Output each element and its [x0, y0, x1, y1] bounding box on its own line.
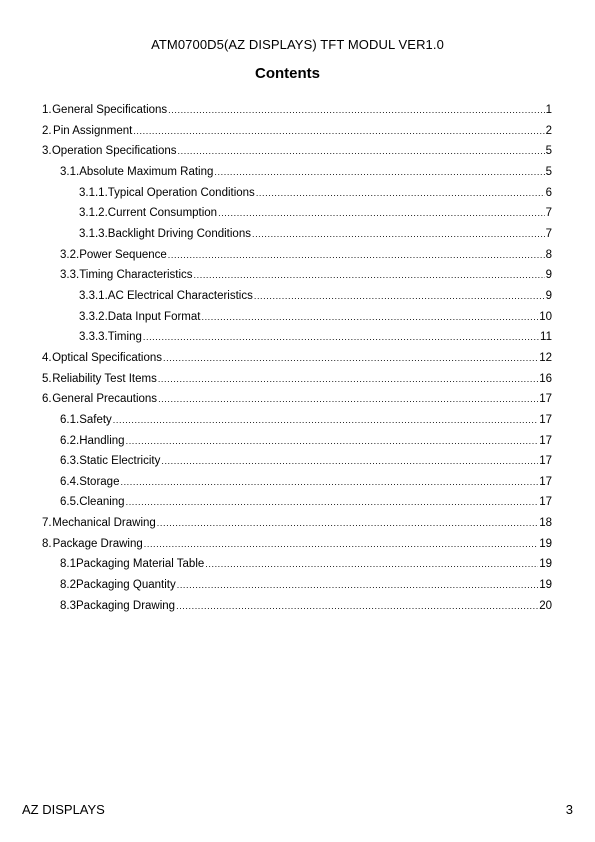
toc-entry[interactable]: [42, 224, 552, 245]
toc-entry-number: 3.3.2.: [79, 310, 108, 323]
toc-entry-number: 1.: [42, 104, 52, 116]
toc-entry-page: 5: [545, 165, 552, 178]
toc-entry-page: 18: [539, 517, 552, 530]
toc-entry-label: Handling: [79, 434, 125, 447]
toc-entry-page: 10: [539, 310, 552, 323]
toc-entry-label: Mechanical Drawing: [52, 517, 156, 530]
toc-entry-label: General Precautions: [52, 393, 158, 406]
toc-entry-number: 8.2: [60, 579, 76, 592]
toc-entry[interactable]: [42, 596, 552, 617]
toc-dot-leader: [168, 100, 544, 121]
contents-title: Contents: [255, 65, 320, 82]
toc-entry[interactable]: [42, 203, 552, 224]
toc-entry-number: 3.1.: [60, 165, 80, 178]
toc-entry[interactable]: [42, 410, 552, 431]
toc-entry[interactable]: [42, 265, 552, 286]
toc-dot-leader: [126, 492, 539, 513]
toc-dot-leader: [158, 389, 538, 410]
toc-entry[interactable]: [42, 451, 552, 472]
toc-dot-leader: [144, 534, 538, 555]
toc-entry-number: 6.1.: [60, 413, 80, 426]
toc-entry-number: 2.: [42, 124, 52, 137]
toc-entry-label: Data Input Format: [107, 310, 201, 323]
toc-entry-number: 4.: [42, 351, 52, 364]
toc-entry-page: 9: [545, 289, 552, 302]
toc-entry-label: Static Electricity: [79, 455, 161, 468]
footer-page-number: 3: [565, 802, 573, 817]
toc-entry-label: Package Drawing: [52, 537, 143, 550]
toc-entry-label: AC Electrical Characteristics: [107, 289, 253, 302]
toc-entry-page: 7: [545, 207, 552, 220]
toc-entry-label: Timing Characteristics: [79, 269, 193, 282]
toc-entry-number: 3.1.1.: [79, 186, 108, 199]
toc-entry-number: 8.: [42, 537, 52, 550]
toc-entry-page: 8: [545, 248, 552, 261]
toc-entry-label: Storage: [79, 475, 120, 488]
toc-entry[interactable]: [42, 348, 552, 369]
toc-dot-leader: [254, 286, 545, 307]
toc-entry-label: Operation Specifications: [51, 145, 177, 158]
toc-entry-page: 17: [539, 475, 552, 488]
toc-entry-number: 3.1.3.: [79, 227, 108, 240]
toc-entry-label: Cleaning: [79, 496, 125, 509]
toc-entry-number: 7.: [42, 517, 52, 530]
toc-dot-leader: [133, 121, 544, 142]
toc-entry[interactable]: [42, 472, 552, 493]
toc-entry-number: 3.3.: [60, 269, 80, 282]
toc-entry-page: 1: [545, 104, 552, 116]
toc-entry-number: 8.1: [60, 558, 76, 571]
toc-entry-label: Current Consumption: [107, 207, 218, 220]
toc-entry[interactable]: [42, 286, 552, 307]
toc-entry-label: Packaging Material Table: [76, 558, 205, 571]
toc-entry[interactable]: [42, 431, 552, 452]
toc-dot-leader: [168, 245, 545, 266]
toc-entry-page: 17: [539, 455, 552, 468]
toc-entry-page: 12: [539, 351, 552, 364]
toc-dot-leader: [126, 431, 539, 452]
toc-entry-number: 3.1.2.: [79, 207, 108, 220]
toc-dot-leader: [176, 596, 538, 617]
toc-entry[interactable]: [42, 575, 552, 596]
toc-entry[interactable]: [42, 121, 552, 142]
toc-entry-page: 7: [545, 227, 552, 240]
toc-entry[interactable]: [42, 307, 552, 328]
toc-dot-leader: [157, 513, 538, 534]
toc-entry-page: 2: [545, 124, 552, 137]
toc-entry-label: Backlight Driving Conditions: [107, 227, 251, 240]
toc-entry-number: 6.2.: [60, 434, 80, 447]
toc-entry[interactable]: [42, 162, 552, 183]
toc-entry-page: 6: [545, 186, 552, 199]
toc-entry-page: 16: [539, 372, 552, 385]
toc-entry-page: 19: [539, 558, 552, 571]
toc-entry-number: 3.3.1.: [79, 289, 108, 302]
toc-dot-leader: [201, 307, 538, 328]
toc-entry-number: 3.: [42, 145, 52, 158]
toc-entry-number: 3.3.3.: [79, 331, 108, 344]
toc-dot-leader: [143, 327, 539, 348]
toc-entry[interactable]: [42, 554, 552, 575]
toc-dot-leader: [120, 472, 538, 493]
toc-dot-leader: [214, 162, 544, 183]
toc-entry-number: 6.3.: [60, 455, 80, 468]
toc-dot-leader: [161, 451, 538, 472]
toc-entry-number: 3.2.: [60, 248, 80, 261]
toc-dot-leader: [218, 203, 545, 224]
toc-dot-leader: [256, 183, 545, 204]
toc-entry-page: 20: [539, 599, 552, 612]
toc-entry[interactable]: [42, 492, 552, 513]
document-header: ATM0700D5(AZ DISPLAYS) TFT MODUL VER1.0: [151, 37, 444, 52]
toc-entry-label: General Specifications: [52, 104, 168, 116]
toc-entry-page: 5: [545, 145, 552, 158]
toc-entry-label: Optical Specifications: [52, 351, 163, 364]
toc-entry-label: Power Sequence: [79, 248, 167, 261]
toc-dot-leader: [113, 410, 538, 431]
footer-company: AZ DISPLAYS: [22, 802, 105, 817]
toc-entry[interactable]: [42, 141, 552, 162]
toc-entry-label: Reliability Test Items: [52, 372, 157, 385]
toc-entry-number: 6.: [42, 393, 52, 406]
toc-dot-leader: [177, 575, 538, 596]
toc-entry-page: 17: [539, 413, 552, 426]
toc-entry-page: 19: [539, 537, 552, 550]
toc-dot-leader: [252, 224, 545, 245]
toc-entry-page: 17: [539, 393, 552, 406]
toc-entry-label: Timing: [107, 331, 142, 344]
toc-entry-label: Pin Assignment: [53, 124, 133, 137]
toc-entry[interactable]: [42, 100, 552, 121]
toc-entry-label: Typical Operation Conditions: [107, 186, 255, 199]
toc-entry-label: Safety: [79, 413, 112, 426]
toc-entry-page: 17: [539, 496, 552, 509]
toc-entry-label: Absolute Maximum Rating: [79, 165, 214, 178]
toc-entry-number: 6.4.: [60, 475, 80, 488]
table-of-contents: [42, 100, 552, 616]
toc-dot-leader: [194, 265, 545, 286]
toc-entry-number: 6.5.: [60, 496, 80, 509]
toc-entry-page: 19: [539, 579, 552, 592]
toc-dot-leader: [158, 369, 538, 390]
toc-entry-label: Packaging Drawing: [76, 599, 176, 612]
toc-dot-leader: [178, 141, 545, 162]
toc-entry[interactable]: [42, 245, 552, 266]
toc-entry-page: 17: [539, 434, 552, 447]
toc-entry-page: 9: [545, 269, 552, 282]
toc-entry[interactable]: [42, 513, 552, 534]
toc-entry-number: 5.: [42, 372, 52, 385]
toc-entry[interactable]: [42, 183, 552, 204]
toc-entry[interactable]: [42, 327, 552, 348]
toc-entry-page: 11: [540, 331, 552, 344]
toc-entry[interactable]: [42, 369, 552, 390]
toc-entry-label: Packaging Quantity: [76, 579, 176, 592]
toc-entry-number: 8.3: [60, 599, 76, 612]
toc-dot-leader: [205, 554, 538, 575]
toc-entry[interactable]: [42, 389, 552, 410]
toc-entry[interactable]: [42, 534, 552, 555]
toc-dot-leader: [163, 348, 538, 369]
